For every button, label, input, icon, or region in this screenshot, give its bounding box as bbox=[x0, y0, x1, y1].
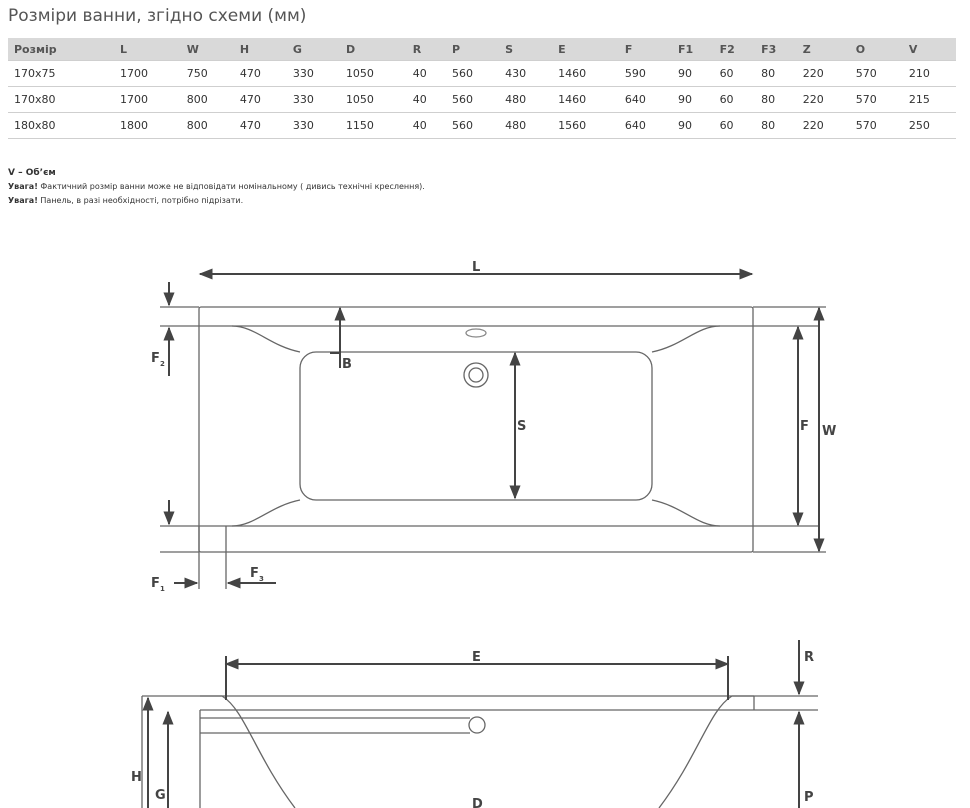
label-f2: F bbox=[151, 351, 160, 366]
cell: 560 bbox=[446, 113, 499, 139]
volume-note: V – Об’єм bbox=[8, 168, 56, 178]
cell: 60 bbox=[714, 87, 756, 113]
drain-outer bbox=[464, 363, 488, 387]
label-f: F bbox=[800, 419, 809, 434]
label-r: R bbox=[804, 650, 815, 665]
header-l: L bbox=[114, 38, 181, 61]
label-p: P bbox=[804, 790, 814, 805]
basin-corner-tl bbox=[232, 326, 300, 352]
cell: 330 bbox=[287, 61, 340, 87]
cell: 1150 bbox=[340, 113, 407, 139]
header-f: F bbox=[619, 38, 672, 61]
cell: 480 bbox=[499, 87, 552, 113]
cell: 220 bbox=[797, 87, 850, 113]
header-f1: F1 bbox=[672, 38, 714, 61]
label-l: L bbox=[472, 260, 481, 275]
label-d: D bbox=[472, 797, 483, 808]
cell: 215 bbox=[903, 87, 956, 113]
cell: 1700 bbox=[114, 87, 181, 113]
basin-corner-tr bbox=[652, 326, 720, 352]
header-g: G bbox=[287, 38, 340, 61]
cell: 470 bbox=[234, 113, 287, 139]
cell: 90 bbox=[672, 113, 714, 139]
cell: 40 bbox=[407, 113, 446, 139]
tub-basin bbox=[300, 352, 652, 500]
cell: 570 bbox=[850, 87, 903, 113]
page-title: Розміри ванни, згідно схеми (мм) bbox=[8, 6, 307, 26]
cell: 1560 bbox=[552, 113, 619, 139]
drain-inner bbox=[469, 368, 483, 382]
cell: 800 bbox=[181, 113, 234, 139]
warning-label: Увага! bbox=[8, 196, 38, 205]
header-z: Z bbox=[797, 38, 850, 61]
header-w: W bbox=[181, 38, 234, 61]
cell: 80 bbox=[755, 87, 797, 113]
cell: 330 bbox=[287, 87, 340, 113]
label-f3-sub: 3 bbox=[259, 575, 264, 583]
cell: 570 bbox=[850, 61, 903, 87]
warning-label: Увага! bbox=[8, 182, 38, 191]
basin-corner-br bbox=[652, 500, 720, 526]
header-e: E bbox=[552, 38, 619, 61]
cell: 570 bbox=[850, 113, 903, 139]
cell: 80 bbox=[755, 61, 797, 87]
label-f1: F bbox=[151, 576, 160, 591]
cell: 590 bbox=[619, 61, 672, 87]
header-r: R bbox=[407, 38, 446, 61]
cell: 750 bbox=[181, 61, 234, 87]
label-s: S bbox=[517, 419, 527, 434]
label-h: H bbox=[131, 770, 142, 785]
cell: 640 bbox=[619, 113, 672, 139]
cell: 330 bbox=[287, 113, 340, 139]
cell: 430 bbox=[499, 61, 552, 87]
cell: 220 bbox=[797, 61, 850, 87]
cell: 560 bbox=[446, 61, 499, 87]
label-e: E bbox=[472, 650, 481, 665]
cell: 480 bbox=[499, 113, 552, 139]
header-p: P bbox=[446, 38, 499, 61]
basin-corner-bl bbox=[232, 500, 300, 526]
cell: 170x80 bbox=[8, 87, 114, 113]
label-b: B bbox=[342, 357, 352, 372]
header-s: S bbox=[499, 38, 552, 61]
cell: 170x75 bbox=[8, 61, 114, 87]
label-w: W bbox=[822, 424, 837, 439]
header-d: D bbox=[340, 38, 407, 61]
cell: 210 bbox=[903, 61, 956, 87]
cell: 220 bbox=[797, 113, 850, 139]
cell: 1800 bbox=[114, 113, 181, 139]
cell: 800 bbox=[181, 87, 234, 113]
header-v: V bbox=[903, 38, 956, 61]
label-f2-sub: 2 bbox=[160, 360, 165, 368]
cell: 470 bbox=[234, 87, 287, 113]
cell: 250 bbox=[903, 113, 956, 139]
side-tub-profile-right bbox=[659, 696, 754, 808]
header-f2: F2 bbox=[714, 38, 756, 61]
cell: 1050 bbox=[340, 61, 407, 87]
label-f3: F bbox=[250, 566, 259, 581]
cell: 90 bbox=[672, 61, 714, 87]
cell: 90 bbox=[672, 87, 714, 113]
cell: 470 bbox=[234, 61, 287, 87]
cell: 60 bbox=[714, 113, 756, 139]
cell: 640 bbox=[619, 87, 672, 113]
cell: 40 bbox=[407, 61, 446, 87]
label-g: G bbox=[155, 788, 166, 803]
header-o: O bbox=[850, 38, 903, 61]
cell: 80 bbox=[755, 113, 797, 139]
cell: 1460 bbox=[552, 61, 619, 87]
overflow-hole bbox=[466, 329, 486, 337]
warning-text: Фактичний розмір ванни може не відповідати номінальному ( дивись технічні креслення). bbox=[37, 182, 425, 191]
label-f1-sub: 1 bbox=[160, 585, 165, 593]
warning-text: Панель, в разі необхідності, потрібно підрізати. bbox=[37, 196, 244, 205]
cell: 1460 bbox=[552, 87, 619, 113]
cell: 1700 bbox=[114, 61, 181, 87]
cell: 560 bbox=[446, 87, 499, 113]
header-h: H bbox=[234, 38, 287, 61]
cell: 1050 bbox=[340, 87, 407, 113]
cell: 180x80 bbox=[8, 113, 114, 139]
cell: 40 bbox=[407, 87, 446, 113]
header-f3: F3 bbox=[755, 38, 797, 61]
side-tub-profile-left bbox=[200, 696, 295, 808]
side-overflow-hole bbox=[469, 717, 485, 733]
tub-outer-rim bbox=[199, 307, 753, 552]
cell: 60 bbox=[714, 61, 756, 87]
header-size: Розмір bbox=[8, 38, 114, 61]
